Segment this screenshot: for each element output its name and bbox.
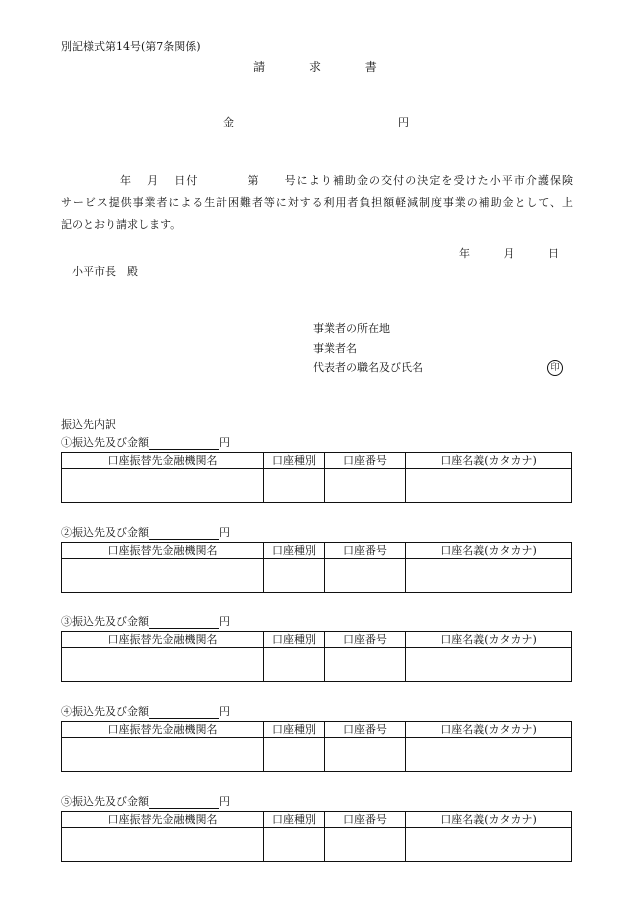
account-1-label: ①振込先及び金額 [61,436,149,449]
bank-name-field[interactable] [62,828,264,862]
account-holder-field[interactable] [406,828,572,862]
account-number-field[interactable] [325,738,406,772]
applicant-name-label: 事業者名 [313,342,357,355]
document-title: 請 求 書 [253,60,397,74]
date-line [437,247,559,261]
applicant-address-label: 事業者の所在地 [313,322,390,335]
account-5-label: ⑤振込先及び金額 [61,795,149,808]
statement-line-1 [61,170,573,192]
col-account-holder: 口座名義(カタカナ) [406,812,572,828]
account-number-field[interactable] [325,828,406,862]
col-account-type: 口座種別 [264,453,325,469]
date-month: 月 [503,247,515,260]
yen-label: 円 [219,615,230,628]
transfer-section-label: 振込先内訳 [61,418,116,431]
account-3-table [61,631,572,682]
col-account-holder: 口座名義(カタカナ) [406,543,572,559]
account-type-field[interactable] [264,648,325,682]
col-account-number: 口座番号 [325,632,406,648]
amount-blank[interactable] [149,706,219,719]
form-number: 別記様式第14号(第7条関係) [61,40,201,53]
account-type-field[interactable] [264,738,325,772]
yen-label: 円 [219,436,230,449]
statement-line-2: サービス提供事業者による生計困難者等に対する利用者負担額軽減制度事業の補助金として、上 [61,196,573,209]
col-account-type: 口座種別 [264,812,325,828]
statement-month: 月 [146,174,160,187]
account-number-field[interactable] [325,648,406,682]
account-holder-field[interactable] [406,738,572,772]
col-account-type: 口座種別 [264,722,325,738]
account-4-table [61,721,572,772]
account-2-title [61,526,230,540]
account-number-field[interactable] [325,559,406,593]
amount-suffix: 円 [398,116,409,129]
account-3-title [61,615,230,629]
statement-year: 年 [119,174,133,187]
yen-label: 円 [219,705,230,718]
yen-label: 円 [219,526,230,539]
col-bank-name: 口座振替先金融機関名 [62,722,264,738]
account-holder-field[interactable] [406,559,572,593]
statement-line-3: 記のとおり請求します。 [61,218,182,231]
amount-blank[interactable] [149,796,219,809]
statement-day: 日付 [173,174,199,187]
bank-name-field[interactable] [62,559,264,593]
statement-text-1: 号により補助金の交付の決定を受けた小平市介護保険 [283,174,574,187]
account-type-field[interactable] [264,469,325,503]
addressee: 小平市長 殿 [72,265,138,278]
statement-number-prefix: 第 [246,174,260,187]
amount-prefix: 金 [223,116,234,129]
account-2-table [61,542,572,593]
account-holder-field[interactable] [406,469,572,503]
account-5-table [61,811,572,862]
col-account-number: 口座番号 [325,722,406,738]
col-account-number: 口座番号 [325,812,406,828]
amount-blank[interactable] [149,616,219,629]
date-year: 年 [459,247,470,260]
col-account-number: 口座番号 [325,453,406,469]
account-holder-field[interactable] [406,648,572,682]
account-4-title [61,705,230,719]
amount-blank[interactable] [149,527,219,540]
account-4-label: ④振込先及び金額 [61,705,149,718]
col-bank-name: 口座振替先金融機関名 [62,543,264,559]
col-bank-name: 口座振替先金融機関名 [62,632,264,648]
seal-mark: 印 [547,360,563,376]
account-2-label: ②振込先及び金額 [61,526,149,539]
bank-name-field[interactable] [62,738,264,772]
account-type-field[interactable] [264,828,325,862]
account-3-label: ③振込先及び金額 [61,615,149,628]
date-day: 日 [548,247,559,260]
col-bank-name: 口座振替先金融機関名 [62,812,264,828]
account-1-title [61,436,230,450]
account-1-table [61,452,572,503]
yen-label: 円 [219,795,230,808]
col-account-type: 口座種別 [264,632,325,648]
bank-name-field[interactable] [62,469,264,503]
request-statement [61,170,573,236]
col-account-type: 口座種別 [264,543,325,559]
col-account-holder: 口座名義(カタカナ) [406,453,572,469]
amount-blank[interactable] [149,437,219,450]
col-account-holder: 口座名義(カタカナ) [406,722,572,738]
account-type-field[interactable] [264,559,325,593]
col-account-holder: 口座名義(カタカナ) [406,632,572,648]
col-bank-name: 口座振替先金融機関名 [62,453,264,469]
account-number-field[interactable] [325,469,406,503]
account-5-title [61,795,230,809]
col-account-number: 口座番号 [325,543,406,559]
representative-label: 代表者の職名及び氏名 [313,361,423,374]
bank-name-field[interactable] [62,648,264,682]
